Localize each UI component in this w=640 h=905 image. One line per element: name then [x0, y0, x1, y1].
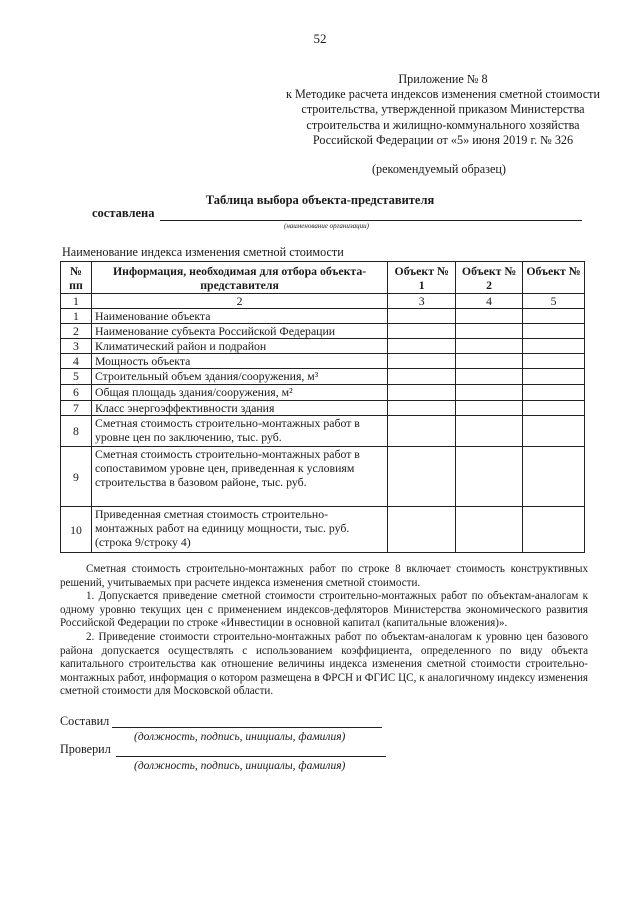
organization-hint: (наименование организации)	[284, 222, 369, 230]
object-3-cell[interactable]	[523, 447, 585, 507]
row-number: 2	[61, 324, 92, 339]
object-1-cell[interactable]	[388, 416, 456, 447]
object-3-cell[interactable]	[523, 369, 585, 385]
appendix-line: к Методике расчета индексов изменения сметной стоимости	[286, 87, 600, 102]
row-number: 8	[61, 416, 92, 447]
checked-by-hint: (должность, подпись, инициалы, фамилия)	[134, 760, 346, 772]
note-paragraph: 1. Допускается приведение сметной стоимости строительно-монтажных работ по объектам-аналогам к одному уровню текущих цен с применением индексов-дефляторов Министерства экономического развития Российской Федерации по строке «Инвестиции в основной капитал (капитальные вложения)».	[60, 590, 588, 630]
table-row	[61, 324, 585, 339]
object-2-cell[interactable]	[456, 385, 523, 401]
note-paragraph: 2. Приведение стоимости строительно-монтажных работ по объектам-аналогам к уровню цен базового района допускается осуществлять с использованием коэффициента, определенного по виду объекта капитального строительства как отношение величины индекса изменения сметной стоимости строительно-монтажных работ, информация о котором размещена в ФРСН и ФГИС ЦС, к аналогичному индексу изменения сметной стоимости для Московской области.	[60, 630, 588, 698]
object-1-cell[interactable]	[388, 401, 456, 416]
table-row	[61, 369, 585, 385]
checked-by-label: Проверил	[60, 742, 111, 756]
object-2-cell[interactable]	[456, 309, 523, 324]
table-row	[61, 447, 585, 507]
table-header-row	[61, 262, 585, 294]
object-2-cell[interactable]	[456, 416, 523, 447]
header-object-2: Объект № 2	[456, 262, 523, 294]
col-number: 1	[61, 294, 92, 309]
row-text: Приведенная сметная стоимость строительно-монтажных работ на единицу мощности, тыс. руб. (строка 9/строку 4)	[91, 507, 387, 553]
row-text: Мощность объекта	[91, 354, 387, 369]
table-row	[61, 309, 585, 324]
note-paragraph: Сметная стоимость строительно-монтажных работ по строке 8 включает стоимость конструктивных решений, учитываемых при расчете индекса изменения сметной стоимости.	[60, 563, 588, 589]
appendix-header	[258, 72, 628, 148]
checked-by-field[interactable]	[116, 756, 386, 757]
object-1-cell[interactable]	[388, 385, 456, 401]
table-title: Таблица выбора объекта-представителя	[205, 193, 435, 207]
appendix-line: строительства, утвержденной приказом Министерства	[301, 102, 585, 117]
object-2-cell[interactable]	[456, 401, 523, 416]
object-2-cell[interactable]	[456, 447, 523, 507]
object-1-cell[interactable]	[388, 309, 456, 324]
col-number: 4	[456, 294, 523, 309]
sample-note: (рекомендуемый образец)	[372, 162, 506, 176]
notes-section	[60, 563, 588, 699]
table-row	[61, 507, 585, 553]
row-number: 9	[61, 447, 92, 507]
object-3-cell[interactable]	[523, 354, 585, 369]
row-text: Класс энергоэффективности здания	[91, 401, 387, 416]
row-text: Строительный объем здания/сооружения, м³	[91, 369, 387, 385]
page-number: 52	[313, 31, 327, 46]
row-text: Климатический район и подрайон	[91, 339, 387, 354]
object-2-cell[interactable]	[456, 507, 523, 553]
object-3-cell[interactable]	[523, 507, 585, 553]
header-num: № пп	[61, 262, 92, 294]
table-row	[61, 401, 585, 416]
table-row	[61, 354, 585, 369]
object-1-cell[interactable]	[388, 369, 456, 385]
object-2-cell[interactable]	[456, 369, 523, 385]
appendix-line: строительства и жилищно-коммунального хозяйства	[306, 117, 580, 132]
header-object-1: Объект № 1	[388, 262, 456, 294]
row-number: 3	[61, 339, 92, 354]
row-number: 5	[61, 369, 92, 385]
compiled-label: составлена	[92, 206, 155, 220]
object-3-cell[interactable]	[523, 309, 585, 324]
object-3-cell[interactable]	[523, 324, 585, 339]
object-3-cell[interactable]	[523, 339, 585, 354]
object-1-cell[interactable]	[388, 324, 456, 339]
object-3-cell[interactable]	[523, 401, 585, 416]
table-row	[61, 339, 585, 354]
row-text: Общая площадь здания/сооружения, м²	[91, 385, 387, 401]
object-3-cell[interactable]	[523, 416, 585, 447]
table-row	[61, 385, 585, 401]
appendix-line: Российской Федерации от «5» июня 2019 г. № 326	[312, 132, 574, 147]
object-2-cell[interactable]	[456, 339, 523, 354]
compiled-by-field[interactable]	[112, 727, 382, 728]
row-number: 6	[61, 385, 92, 401]
row-number: 1	[61, 309, 92, 324]
col-number: 3	[388, 294, 456, 309]
index-name-label: Наименование индекса изменения сметной стоимости	[62, 245, 344, 259]
object-2-cell[interactable]	[456, 354, 523, 369]
table-row	[61, 416, 585, 447]
compiled-by-label: Составил	[60, 714, 110, 728]
organization-field[interactable]	[160, 220, 582, 221]
compiled-by-hint: (должность, подпись, инициалы, фамилия)	[134, 731, 346, 743]
row-text: Сметная стоимость строительно-монтажных работ в сопоставимом уровне цен, приведенная к условиям строительства в базовом районе, тыс. руб.	[91, 447, 387, 507]
row-number: 7	[61, 401, 92, 416]
object-1-cell[interactable]	[388, 507, 456, 553]
object-1-cell[interactable]	[388, 339, 456, 354]
row-number: 4	[61, 354, 92, 369]
row-text: Наименование субъекта Российской Федерации	[91, 324, 387, 339]
col-number: 5	[523, 294, 585, 309]
header-object-3: Объект №	[523, 262, 585, 294]
column-number-row	[61, 294, 585, 309]
selection-table	[60, 261, 585, 553]
object-2-cell[interactable]	[456, 324, 523, 339]
row-text: Сметная стоимость строительно-монтажных работ в уровне цен по заключению, тыс. руб.	[91, 416, 387, 447]
header-info: Информация, необходимая для отбора объекта-представителя	[91, 262, 387, 294]
object-3-cell[interactable]	[523, 385, 585, 401]
row-text: Наименование объекта	[91, 309, 387, 324]
object-1-cell[interactable]	[388, 354, 456, 369]
row-number: 10	[61, 507, 92, 553]
appendix-title: Приложение № 8	[398, 72, 488, 86]
col-number: 2	[91, 294, 387, 309]
object-1-cell[interactable]	[388, 447, 456, 507]
